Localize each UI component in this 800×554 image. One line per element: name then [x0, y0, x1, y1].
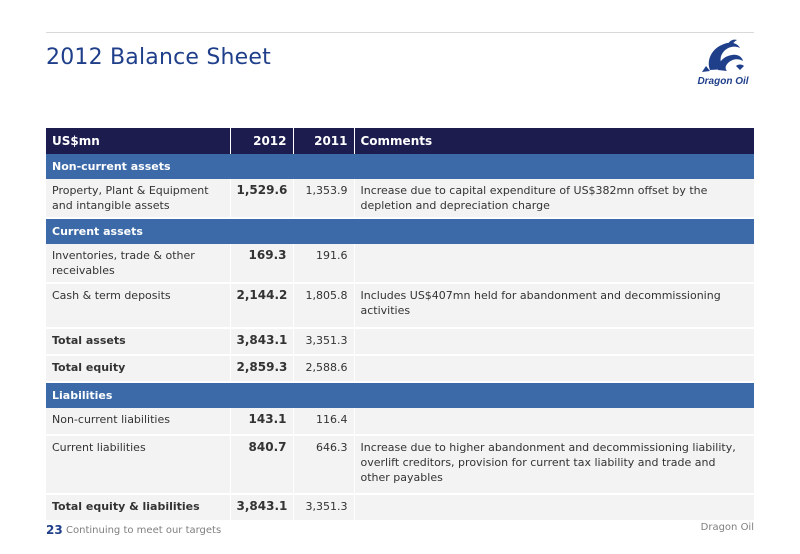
value-2012: 840.7: [230, 435, 293, 494]
value-2011: 191.6: [293, 244, 354, 283]
value-2011: 3,351.3: [293, 494, 354, 521]
balance-sheet-table: [46, 128, 754, 522]
row-label: Inventories, trade & other receivables: [46, 244, 230, 283]
row-label: Property, Plant & Equipment and intangible assets: [46, 179, 230, 218]
row-comment: [354, 328, 754, 355]
logo-text: Dragon Oil: [697, 76, 749, 87]
table-row: [46, 408, 754, 435]
value-2012: 2,144.2: [230, 283, 293, 328]
company-logo: [688, 36, 758, 94]
value-2011: 116.4: [293, 408, 354, 435]
row-label: Cash & term deposits: [46, 283, 230, 328]
footer-tagline: Continuing to meet our targets: [66, 525, 222, 536]
row-label: Current liabilities: [46, 435, 230, 494]
header-2012: 2012: [230, 128, 293, 154]
top-divider: [46, 32, 754, 33]
table-header-row: [46, 128, 754, 154]
section-row: [46, 218, 754, 244]
section-liabilities: Liabilities: [46, 382, 754, 408]
table-row: [46, 494, 754, 521]
section-row: [46, 154, 754, 179]
header-usmn: US$mn: [46, 128, 230, 154]
section-non-current-assets: Non-current assets: [46, 154, 754, 179]
row-label: Non-current liabilities: [46, 408, 230, 435]
row-comment: Includes US$407mn held for abandonment and decommissioning activities: [354, 283, 754, 328]
header-2011: 2011: [293, 128, 354, 154]
row-comment: [354, 355, 754, 382]
row-label: Total equity & liabilities: [46, 494, 230, 521]
value-2011: 2,588.6: [293, 355, 354, 382]
value-2011: 1,353.9: [293, 179, 354, 218]
value-2012: 3,843.1: [230, 328, 293, 355]
value-2012: 169.3: [230, 244, 293, 283]
footer-company: Dragon Oil: [700, 522, 754, 533]
row-comment: [354, 494, 754, 521]
table-row: [46, 283, 754, 328]
value-2012: 143.1: [230, 408, 293, 435]
dragon-logo-icon: [688, 36, 758, 76]
value-2012: 3,843.1: [230, 494, 293, 521]
section-row: [46, 382, 754, 408]
value-2011: 1,805.8: [293, 283, 354, 328]
value-2012: 1,529.6: [230, 179, 293, 218]
page-number: 23: [46, 523, 63, 537]
value-2011: 3,351.3: [293, 328, 354, 355]
row-comment: Increase due to higher abandonment and decommissioning liability, overlift creditors, provision for current tax liability and trade and other payables: [354, 435, 754, 494]
table-row: [46, 435, 754, 494]
header-comments: Comments: [354, 128, 754, 154]
table-row: [46, 244, 754, 283]
table-row: [46, 179, 754, 218]
section-current-assets: Current assets: [46, 218, 754, 244]
row-comment: Increase due to capital expenditure of US$382mn offset by the depletion and depreciation charge: [354, 179, 754, 218]
row-comment: [354, 408, 754, 435]
table-row: [46, 328, 754, 355]
row-label: Total assets: [46, 328, 230, 355]
value-2012: 2,859.3: [230, 355, 293, 382]
row-label: Total equity: [46, 355, 230, 382]
page-title: 2012 Balance Sheet: [46, 45, 271, 70]
table-row: [46, 355, 754, 382]
value-2011: 646.3: [293, 435, 354, 494]
row-comment: [354, 244, 754, 283]
